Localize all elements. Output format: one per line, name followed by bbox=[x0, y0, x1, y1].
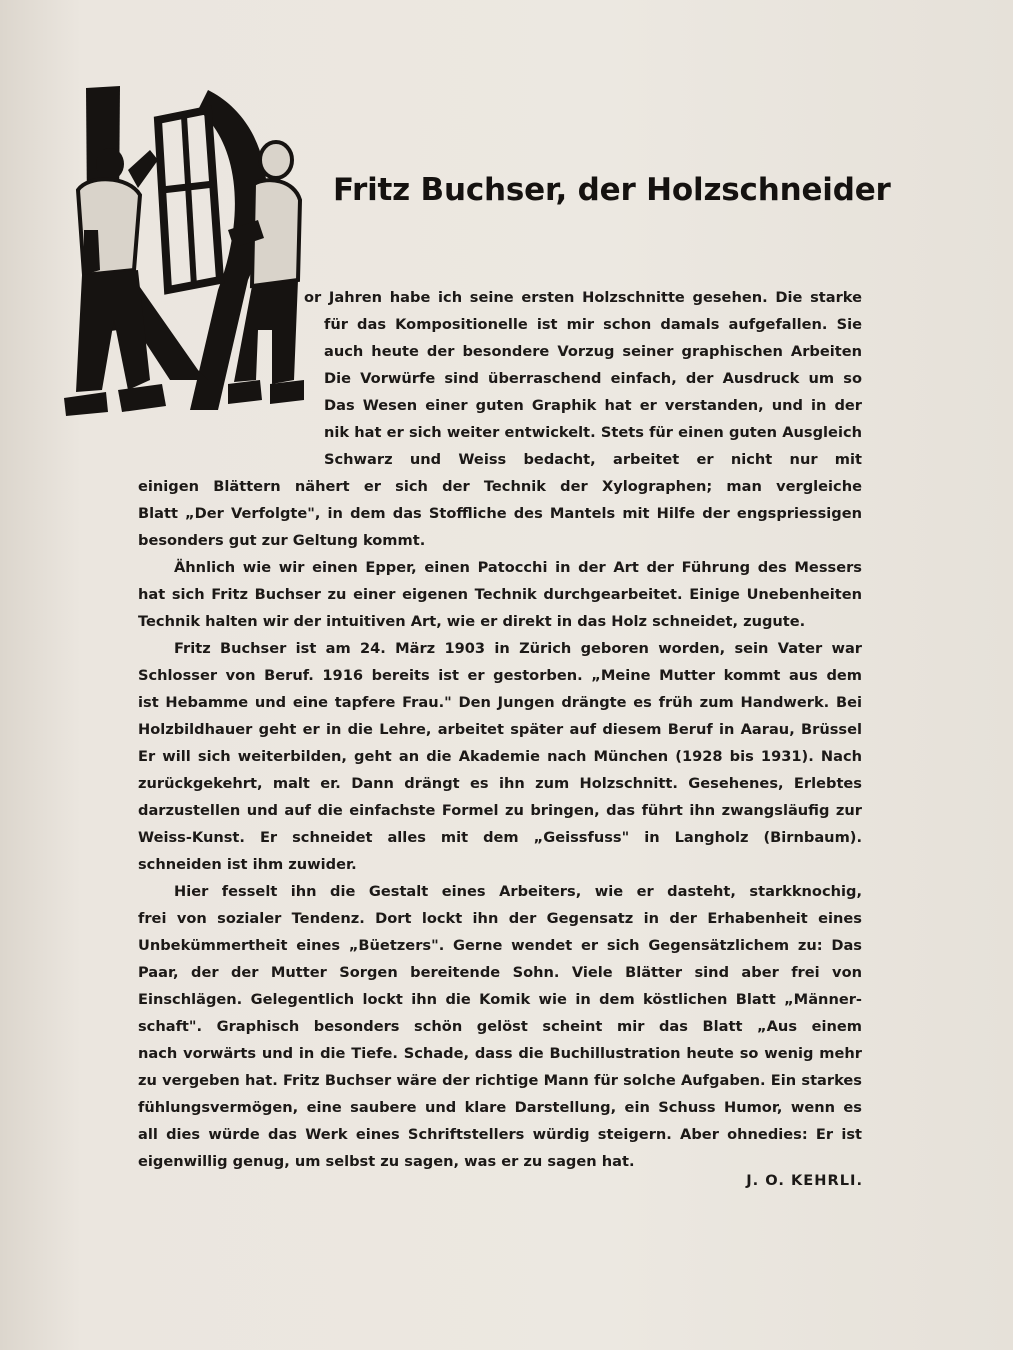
text-line: Ähnlich wie wir einen Epper, einen Patocchi in der Art der Führung des Messers bbox=[174, 559, 862, 576]
text-line: besonders gut zur Geltung kommt. bbox=[138, 532, 426, 549]
text-line: Unbekümmertheit eines „Büetzers". Gerne wendet er sich Gegensätzlichem zu: Das bbox=[138, 937, 862, 954]
text-line: schaft". Graphisch besonders schön gelöst scheint mir das Blatt „Aus einem bbox=[138, 1018, 862, 1035]
text-line: Einschlägen. Gelegentlich lockt ihn die Komik wie in dem köstlichen Blatt „Männer- bbox=[138, 991, 862, 1008]
text-line: or Jahren habe ich seine ersten Holzschnitte gesehen. Die starke bbox=[304, 289, 862, 306]
text-line: einigen Blättern nähert er sich der Technik der Xylographen; man vergleiche bbox=[138, 478, 862, 495]
text-line: Holzbildhauer geht er in die Lehre, arbeitet später auf diesem Beruf in Aarau, Brüssel bbox=[138, 721, 862, 738]
text-line: auch heute der besondere Vorzug seiner graphischen Arbeiten bbox=[324, 343, 862, 360]
text-line: Weiss-Kunst. Er schneidet alles mit dem „Geissfuss" in Langholz (Birnbaum). bbox=[138, 829, 862, 846]
text-line: ist Hebamme und eine tapfere Frau." Den Jungen drängte es früh zum Handwerk. Bei bbox=[138, 694, 862, 711]
text-line: nik hat er sich weiter entwickelt. Stets für einen guten Ausgleich bbox=[324, 424, 862, 441]
text-line: darzustellen und auf die einfachste Formel zu bringen, das führt ihn zwangsläufig zur bbox=[138, 802, 862, 819]
text-line: Das Wesen einer guten Graphik hat er verstanden, und in der bbox=[324, 397, 862, 414]
text-line: schneiden ist ihm zuwider. bbox=[138, 856, 357, 873]
text-line: all dies würde das Werk eines Schriftstellers würdig steigern. Aber ohnedies: Er ist bbox=[138, 1126, 862, 1143]
text-line: Fritz Buchser ist am 24. März 1903 in Zürich geboren worden, sein Vater war bbox=[174, 640, 862, 657]
text-line: Er will sich weiterbilden, geht an die Akademie nach München (1928 bis 1931). Nach bbox=[138, 748, 862, 765]
text-line: hat sich Fritz Buchser zu einer eigenen Technik durchgearbeitet. Einige Unebenheiten bbox=[138, 586, 862, 603]
text-line: zurückgekehrt, malt er. Dann drängt es ihn zum Holzschnitt. Gesehenes, Erlebtes bbox=[138, 775, 862, 792]
text-line: nach vorwärts und in die Tiefe. Schade, dass die Buchillustration heute so wenig mehr bbox=[138, 1045, 862, 1062]
text-line: Schwarz und Weiss bedacht, arbeitet er nicht nur mit bbox=[324, 451, 862, 468]
text-line: Hier fesselt ihn die Gestalt eines Arbeiters, wie er dasteht, starkknochig, bbox=[174, 883, 862, 900]
text-line: Paar, der der Mutter Sorgen bereitende Sohn. Viele Blätter sind aber frei von bbox=[138, 964, 862, 981]
text-line: Die Vorwürfe sind überraschend einfach, der Ausdruck um so bbox=[324, 370, 862, 387]
article-title: Fritz Buchser, der Holzschneider bbox=[333, 172, 891, 208]
article-body bbox=[138, 284, 862, 1175]
text-line: Technik halten wir der intuitiven Art, wie er direkt in das Holz schneidet, zugute. bbox=[138, 613, 806, 630]
text-line: Schlosser von Beruf. 1916 bereits ist er gestorben. „Meine Mutter kommt aus dem bbox=[138, 667, 862, 684]
text-line: fühlungsvermögen, eine saubere und klare Darstellung, ein Schuss Humor, wenn es bbox=[138, 1099, 862, 1116]
text-line: frei von sozialer Tendenz. Dort lockt ihn der Gegensatz in der Erhabenheit eines bbox=[138, 910, 862, 927]
text-line: zu vergeben hat. Fritz Buchser wäre der richtige Mann für solche Aufgaben. Ein starkes bbox=[138, 1072, 862, 1089]
author-signature: J. O. KEHRLI. bbox=[746, 1172, 863, 1189]
text-line: eigenwillig genug, um selbst zu sagen, was er zu sagen hat. bbox=[138, 1153, 635, 1170]
text-line: Blatt „Der Verfolgte", in dem das Stoffliche des Mantels mit Hilfe der engspriessigen bbox=[138, 505, 862, 522]
text-line: für das Kompositionelle ist mir schon damals aufgefallen. Sie bbox=[324, 316, 862, 333]
